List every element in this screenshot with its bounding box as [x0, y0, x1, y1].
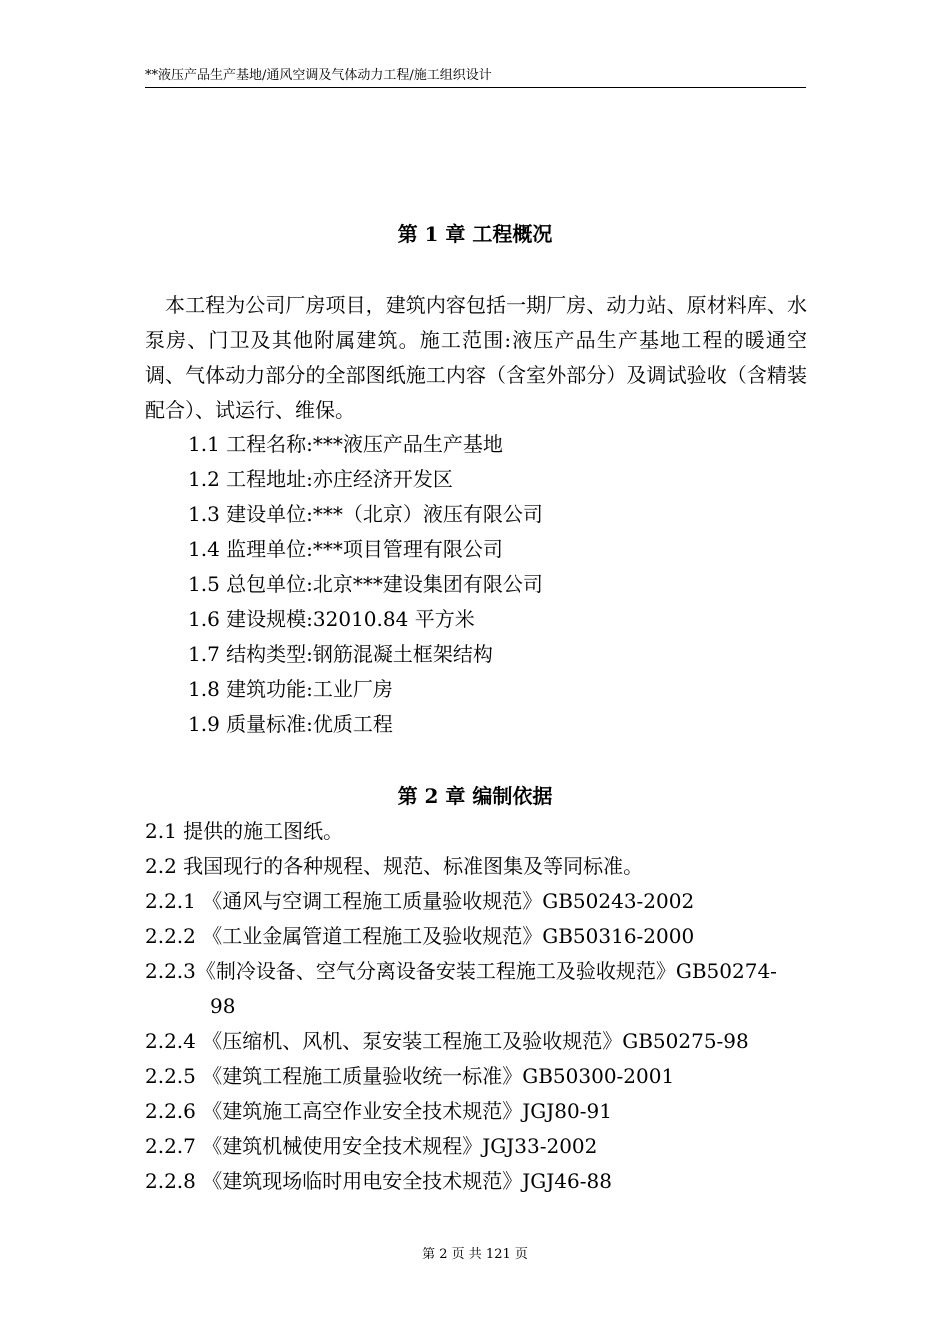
- project-info-item: 1.2 工程地址:亦庄经济开发区: [188, 467, 453, 491]
- basis-item: 2.2.6 《建筑施工高空作业安全技术规范》JGJ80-91: [145, 1099, 612, 1123]
- basis-item-continuation: 98: [210, 994, 236, 1018]
- basis-item: 2.2.5 《建筑工程施工质量验收统一标准》GB50300-2001: [145, 1064, 675, 1088]
- basis-item: 2.2.4 《压缩机、风机、泵安装工程施工及验收规范》GB50275-98: [145, 1029, 749, 1053]
- basis-item: 2.2.2 《工业金属管道工程施工及验收规范》GB50316-2000: [145, 924, 695, 948]
- project-info-item: 1.8 建筑功能:工业厂房: [188, 677, 393, 701]
- chapter-2-title: 第 2 章 编制依据: [397, 784, 553, 808]
- page-footer: 第 2 页 共 121 页: [422, 1247, 528, 1262]
- project-info-item: 1.9 质量标准:优质工程: [188, 712, 393, 736]
- chapter-1-title: 第 1 章 工程概况: [397, 222, 553, 246]
- basis-item: 2.2.3《制冷设备、空气分离设备安装工程施工及验收规范》GB50274-: [145, 959, 777, 983]
- basis-item: 2.1 提供的施工图纸。: [145, 819, 344, 843]
- project-info-item: 1.4 监理单位:***项目管理有限公司: [188, 537, 503, 561]
- chapter-1-intro: 本工程为公司厂房项目，建筑内容包括一期厂房、动力站、原材料库、水泵房、门卫及其他附属建筑。施工范围:液压产品生产基地工程的暖通空调、气体动力部分的全部图纸施工内容（含室外部分）及调试验收（含精装配合）、试运行、维保。: [145, 293, 807, 422]
- basis-item: 2.2 我国现行的各种规程、规范、标准图集及等同标准。: [145, 854, 644, 878]
- basis-item: 2.2.1 《通风与空调工程施工质量验收规范》GB50243-2002: [145, 889, 695, 913]
- project-info-item: 1.5 总包单位:北京***建设集团有限公司: [188, 572, 543, 596]
- basis-item: 2.2.8 《建筑现场临时用电安全技术规范》JGJ46-88: [145, 1169, 612, 1193]
- project-info-item: 1.1 工程名称:***液压产品生产基地: [188, 432, 503, 456]
- running-header: **液压产品生产基地/通风空调及气体动力工程/施工组织设计: [145, 68, 492, 83]
- project-info-item: 1.7 结构类型:钢筋混凝土框架结构: [188, 642, 493, 666]
- header-rule: [145, 87, 806, 88]
- basis-item: 2.2.7 《建筑机械使用安全技术规程》JGJ33-2002: [145, 1134, 598, 1158]
- project-info-item: 1.3 建设单位:***（北京）液压有限公司: [188, 502, 543, 526]
- project-info-item: 1.6 建设规模:32010.84 平方米: [188, 607, 475, 631]
